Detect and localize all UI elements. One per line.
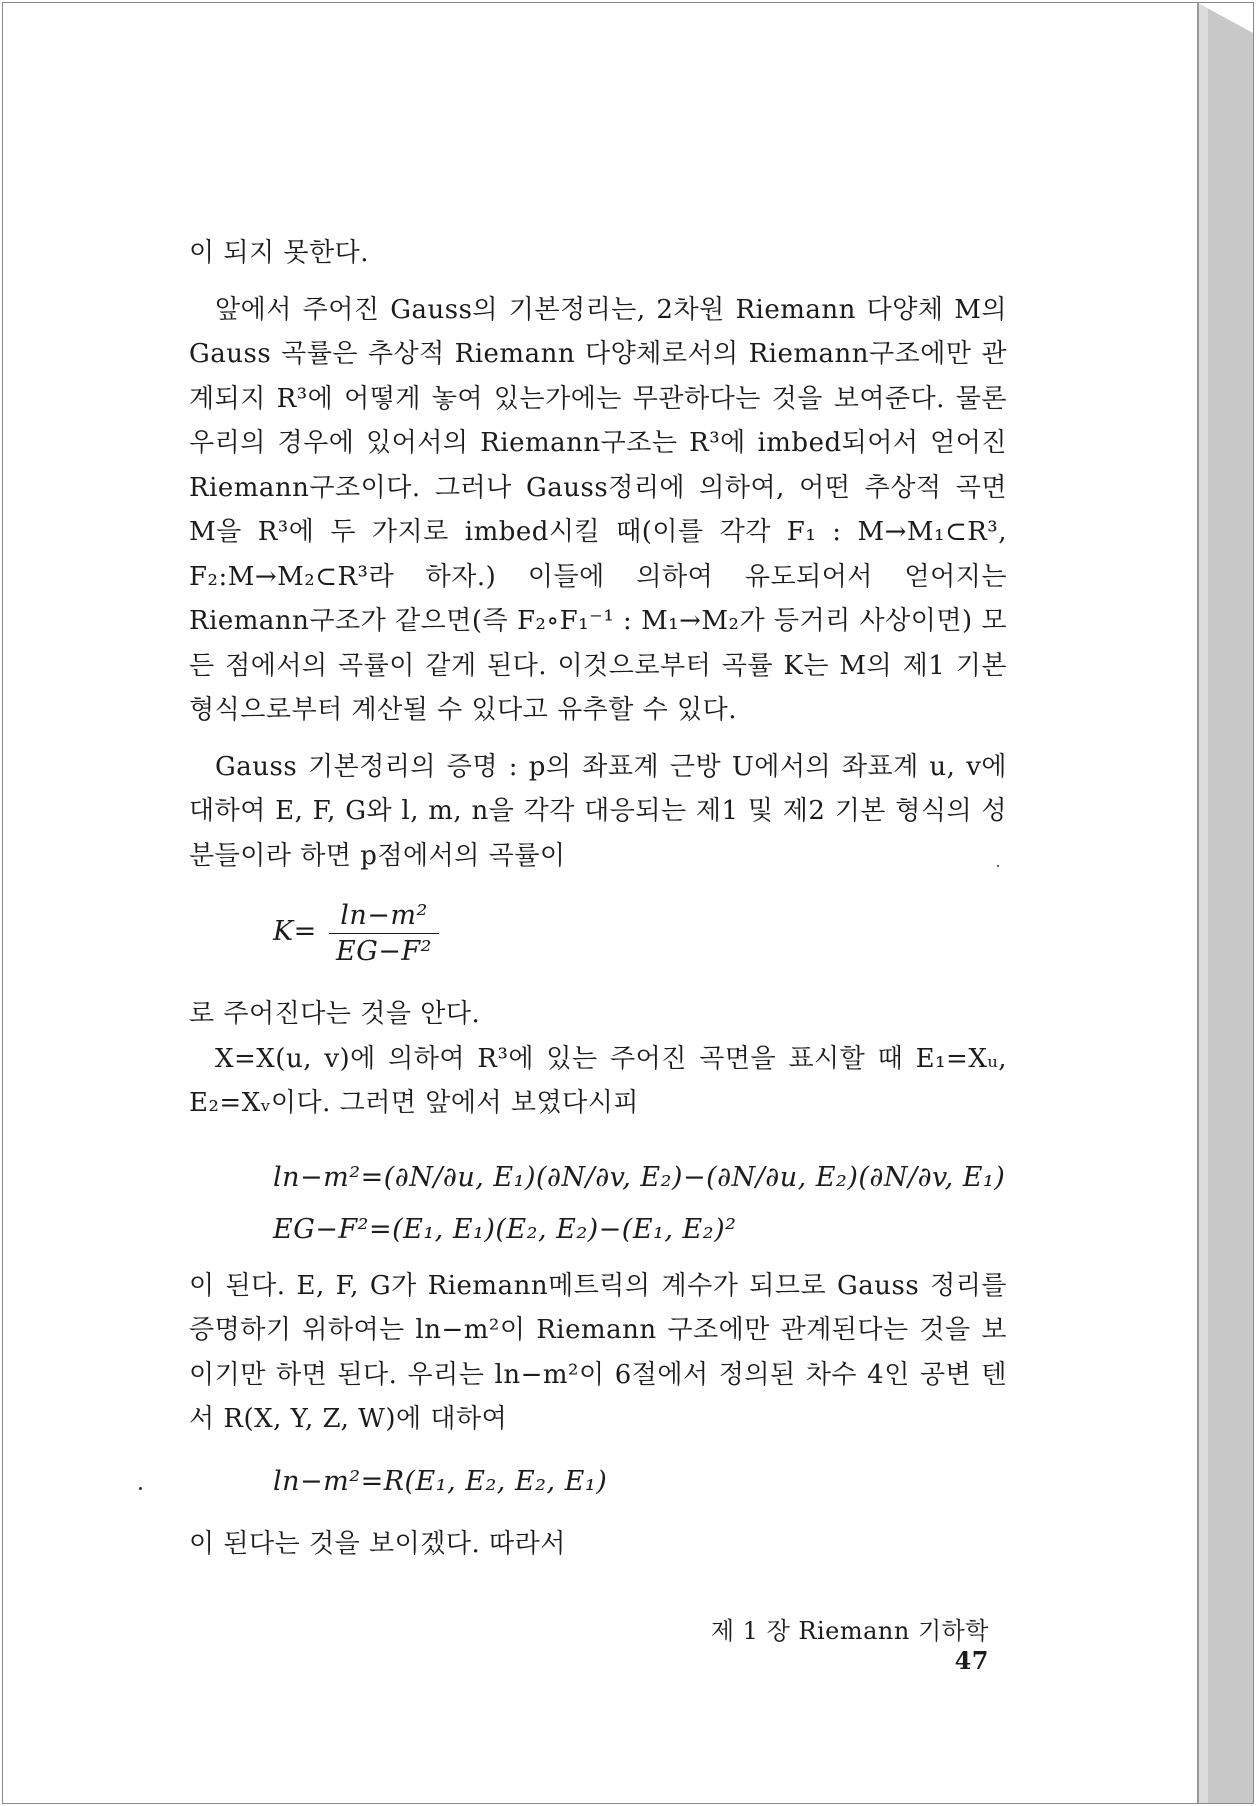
equation-eg-f2-expansion: EG−F²=(E₁, E₁)(E₂, E₂)−(E₁, E₂)² bbox=[273, 1213, 737, 1245]
formula-numerator: ln−m² bbox=[329, 900, 439, 934]
paragraph-gauss-theorem-intro: 앞에서 주어진 Gauss의 기본정리는, 2차원 Riemann 다양체 M의 Gauss 곡률은 추상적 Riemann 다양체로서의 Riemann구조에만 관계되지 R³에 어떻게 놓여 있는가에는 무관하다는 것을 보여준다. 물론 우리의 경우에 있어서의 Riemann구조는 R³에 imbed되어서 얻어진 Riemann구조이다. 그러나 Gauss정리에 의하여, 어떤 추상적 곡면 M을 R³에 두 가지로 imbed시킬 때(이를 각각 F₁ : M→M₁⊂R³, F₂:M→M₂⊂R³라 하자.) 이들에 의하여 유도되어서 얻어지는 Riemann구조가 같으면(즉 F₂∘F₁⁻¹ : M₁→M₂가 등거리 사상이면) 모든 점에서의 곡률이 같게 된다. 이것으로부터 곡률 K는 M의 제1 기본 형식으로부터 계산될 수 있다고 유추할 수 있다. bbox=[189, 294, 1007, 725]
formula-denominator: EG−F² bbox=[336, 936, 432, 967]
formula-fraction bbox=[329, 900, 439, 967]
page-footer bbox=[663, 1611, 989, 1675]
paragraph-riemann-metric: 이 된다. E, F, G가 Riemann메트릭의 계수가 되므로 Gauss 정리를 증명하기 위하여는 ln−m²이 Riemann 구조에만 관계된다는 것을 보이기만 하면 된다. 우리는 ln−m²이 6절에서 정의된 차수 4인 공변 텐서 R(X, Y, Z, W)에 대하여 bbox=[189, 1270, 1007, 1434]
equation-ln-m2-expansion: ln−m²=(∂N/∂u, E₁)(∂N/∂v, E₂)−(∂N/∂u, E₂)(∂N/∂v, E₁) bbox=[273, 1161, 1006, 1193]
page-text bbox=[189, 231, 1007, 1566]
curvature-formula bbox=[273, 900, 1007, 970]
paragraph-continuation: 이 되지 못한다. bbox=[189, 238, 369, 268]
scan-speck bbox=[139, 1487, 142, 1490]
scan-speck bbox=[997, 865, 999, 867]
formula-lhs: K= bbox=[273, 916, 317, 947]
paragraph-proof-start: Gauss 기본정리의 증명 : p의 좌표계 근방 U에서의 좌표계 u, v에 대하여 E, F, G와 l, m, n을 각각 대응되는 제1 및 제2 기본 형식의 성분들이라 하면 p점에서의 곡률이 bbox=[189, 751, 1007, 871]
page-number: 47 bbox=[954, 1646, 989, 1675]
paragraph-given: 로 주어진다는 것을 안다. bbox=[189, 999, 481, 1029]
scanned-page bbox=[2, 2, 1254, 1804]
paragraph-conclusion: 이 된다는 것을 보이겠다. 따라서 bbox=[189, 1528, 566, 1559]
running-footer-chapter: 제 1 장 Riemann 기하학 bbox=[710, 1617, 989, 1645]
paragraph-surface-param: X=X(u, v)에 의하여 R³에 있는 주어진 곡면을 표시할 때 E₁=Xᵤ, E₂=Xᵥ이다. 그러면 앞에서 보였다시피 bbox=[189, 1043, 1007, 1118]
equation-curvature-tensor: ln−m²=R(E₁, E₂, E₂, E₁) bbox=[273, 1465, 608, 1497]
